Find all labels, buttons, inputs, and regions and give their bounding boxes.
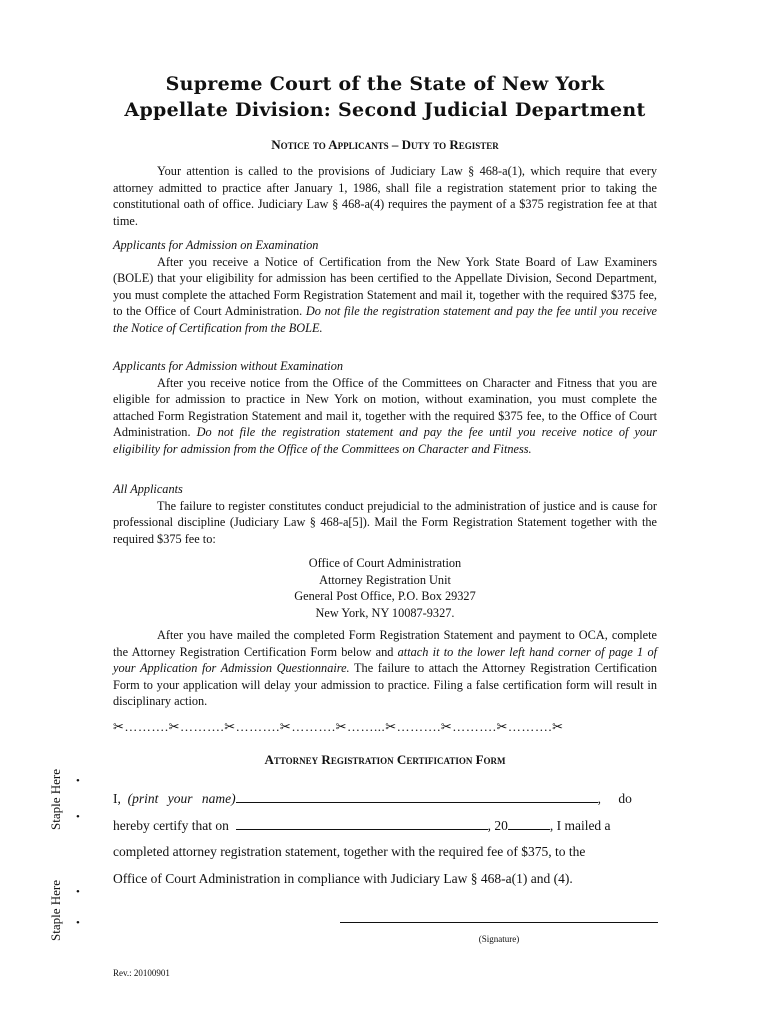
noexam-section [113,358,657,457]
staple-here-label: Staple Here [48,768,63,830]
after-mail-text: After you have mailed the completed Form Registration Statement and payment to OCA, complete the Attorney Registration Certification Form below and [113,628,657,659]
noexam-paragraph [113,375,657,458]
staple-bullet: • [76,775,80,787]
print-name-label: (print your name) [127,791,236,806]
form-title: Attorney Registration Certification Form [264,752,506,767]
all-paragraph: The failure to register constitutes conduct prejudicial to the administration of justice and is cause for professional discipline (Judiciary Law § 468-a[5]). Mail the Form Registration Statement together with the required $375 fee to: [113,498,657,546]
address-line: General Post Office, P.O. Box 29327 [294,589,476,603]
date-field[interactable] [236,817,488,830]
certify-label: hereby certify that on [113,818,229,833]
noexam-heading: Applicants for Admission without Examination [113,359,344,373]
exam-warning: Do not file the registration statement and pay the fee until you receive the Notice of Certification from the BOLE. [113,304,657,335]
exam-section [113,237,657,336]
noexam-body: After you receive notice from the Office of the Committees on Character and Fitness that you are eligible for admission to practice in New York on motion, without examination, you must complete the attached Form Registration Statement and mail it, together with the required $375 fee, to the Office of Court Administration. [113,375,657,439]
mailed-label: , I mailed a [549,818,611,833]
after-mail-section [113,627,657,710]
after-mail-attach-instruction: attach it to the lower left hand corner of page 1 of your Application for Admission Questionnaire. [113,644,658,675]
staple-bullet: • [76,886,80,898]
form-line-statement: completed attorney registration statement, together with the required fee of $375, to the [113,844,586,859]
form-do-label: , do [597,791,632,806]
form-line-name [113,790,657,808]
form-i-label: I, [113,791,121,806]
staple-bullet: • [76,917,80,929]
after-mail-paragraph [113,627,657,710]
signature-label: (Signature) [478,934,520,944]
staple-bullet: • [76,811,80,823]
noexam-warning: Do not file the registration statement and pay the fee until you receive notice of your eligibility for admission from the Office of the Committees on Character and Fitness. [113,425,657,456]
staple-here-label: Staple Here [48,879,63,941]
court-division: Appellate Division: Second Judicial Department [124,99,646,121]
signature-field[interactable] [340,922,658,923]
revision-number: Rev.: 20100901 [113,968,170,978]
address-line: New York, NY 10087-9327. [315,605,455,620]
form-line-date [113,817,657,835]
mailing-address [113,555,657,621]
intro-section [113,163,657,229]
all-section [113,481,657,547]
intro-paragraph: Your attention is called to the provisions of Judiciary Law § 468-a(1), which require that every attorney admitted to practice after January 1, 1986, shall file a registration statement prior to taking the constitutional oath of office. Judiciary Law § 468-a(4) requires the payment of a $375 registration fee at that time. [113,164,657,228]
exam-paragraph [113,254,657,337]
cut-line-scissors: ✂……….✂……….✂……….✂……….✂……...✂……….✂……….✂……….✂ [113,719,564,734]
address-line: Office of Court Administration [308,556,462,570]
notice-title: Notice to Applicants – Duty to Register [271,137,499,152]
name-field[interactable] [236,790,598,803]
address-line: Attorney Registration Unit [319,572,451,587]
exam-body: After you receive a Notice of Certification from the New York State Board of Law Examiners (BOLE) that your eligibility for admission has been certified to the Appellate Division, Second Department, you must complete the attached Form Registration Statement and mail it, together with the required $375 fee, to the Office of Court Administration. [113,254,657,318]
year-prefix: , 20 [487,818,508,833]
year-field[interactable] [508,817,550,830]
all-heading: All Applicants [113,482,183,496]
court-title: Supreme Court of the State of New York [165,73,605,95]
form-line-compliance: Office of Court Administration in compliance with Judiciary Law § 468-a(1) and (4). [113,871,573,886]
exam-heading: Applicants for Admission on Examination [113,238,319,252]
after-mail-consequence: The failure to attach the Attorney Registration Certification Form to your application will delay your admission to practice. Filing a false certification form will result in disciplinary action. [113,661,657,708]
